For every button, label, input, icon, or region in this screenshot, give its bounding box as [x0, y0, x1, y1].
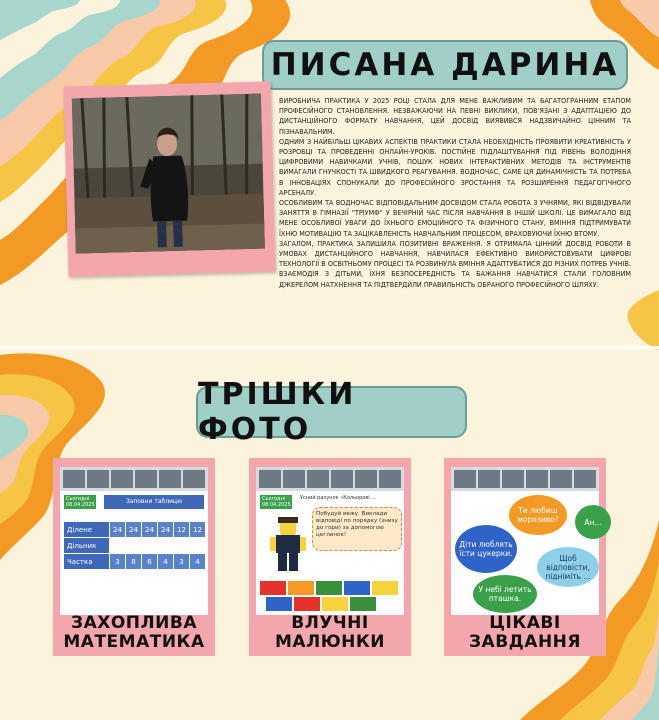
essay-paragraph-2: ОДНИМ З НАЙБІЛЬШ ЦІКАВИХ АСПЕКТІВ ПРАКТИКИ СТАЛА НЕОБХІДНІСТЬ ПРОЯВИТИ КРЕАТИВНІСТЬ У РОЗРОБЦІ ТА ПРОВЕДЕННІ ОНЛАЙН-УРОКІВ. ПОСТІЙНЕ ПІДЛАШТУВАННЯ ПІД РІВЕНЬ ВОЛОДІННЯ ЦИФРОВИМИ НАВИЧКАМИ УЧНІВ, ПОШУК НОВИХ ІНТЕРАКТИВНИХ МЕТОДІВ ТА ІНСТРУМЕНТІВ ВИМАГАЛИ ГНУЧКОСТІ ТА ШВИДКОГО РЕАГУВАННЯ. ВОДНОЧАС, САМЕ ЦЯ ДИНАМІЧНІСТЬ ТА ПОТРЕБА В ІННОВАЦІЯХ СПОНУКАЛИ ДО ПРОФЕСІЙНОГО ЗРОСТАННЯ ТА РОЗШИРЕННЯ ПЕДАГОГІЧНОГО АРСЕНАЛУ. [279, 136, 631, 197]
bubble-question-1: Ти любиш морозиво? [509, 495, 567, 535]
photos-banner [196, 377, 467, 447]
student-name: ПИСАНА ДАРИНА [270, 47, 620, 83]
photo-card-tasks [444, 458, 606, 656]
table-title: Заповни таблицю [104, 495, 204, 509]
section-divider [0, 346, 659, 349]
bubble-question-2: Діти люблять їсти цукерки. [455, 525, 517, 573]
essay-paragraph-4: ЗАГАЛОМ, ПРАКТИКА ЗАЛИШИЛА ПОЗИТИВНІ ВРАЖЕННЯ. Я ОТРИМАЛА ЦІННИЙ ДОСВІД РОБОТИ В УМОВАХ ДИСТАНЦІЙНОГО НАВЧАННЯ, НАВЧИЛАСЯ ЕФЕКТИВНО ВИКОРИСТОВУВАТИ ЦИФРОВІ ТЕХНОЛОГІЇ В ОСВІТНЬОМУ ПРОЦЕСІ ТА РОЗВИНУЛА ВМІННЯ АДАПТУВАТИСЯ ДО РІЗНИХ ПОТРЕБ УЧНІВ. ВЗАЄМОДІЯ З ДІТЬМИ, ЇХНЯ БЕЗПОСЕРЕДНІСТЬ ТА БАЖАННЯ НАВЧАТИСЯ СТАЛИ ГОЛОВНИМ ДЖЕРЕЛОМ НАТХНЕННЯ ТА ПІДТВЕРДИЛИ ПРАВИЛЬНІСТЬ ОБРАНОГО ПРОФЕСІЙНОГО ШЛЯХУ. [279, 238, 631, 289]
date-label: Сьогодні 08.04.2025 [66, 496, 95, 508]
name-banner [262, 40, 628, 90]
caption-tasks: ЦІКАВІ ЗАВДАННЯ [468, 613, 582, 652]
lego-figure-icon [266, 517, 310, 577]
photo-card-drawings [249, 458, 411, 656]
photo-card-math [53, 458, 215, 656]
drawing-lesson-screenshot [256, 467, 404, 615]
video-strip [60, 467, 208, 491]
brick-row [260, 581, 400, 613]
caption-math: ЗАХОПЛИВА МАТЕМАТИКА [63, 613, 205, 652]
video-strip [451, 467, 599, 491]
math-table: Ділене 24 24 24 24 12 12 Дільник Частка 3 8 6 4 3 4 [63, 521, 206, 570]
section-title: ТРІШКИ ФОТО [198, 377, 357, 447]
bubble-question-3: Щоб відповісти, підніміть ... [537, 547, 599, 587]
portrait-frame [64, 81, 276, 276]
bubble-question-4: У небі летить пташка. [473, 575, 537, 613]
lesson-title: Усний рахунок «Кольорові ... [300, 495, 377, 501]
video-strip [256, 467, 404, 491]
math-lesson-screenshot [60, 467, 208, 615]
essay-text [279, 96, 631, 290]
portrait-photo [72, 94, 265, 254]
essay-paragraph-1: ВИРОБНИЧА ПРАКТИКА У 2025 РОЦІ СТАЛА ДЛЯ МЕНЕ ВАЖЛИВИМ ТА БАГАТОГРАННИМ ЕТАПОМ ПРОФЕСІЙНОГО СТАНОВЛЕННЯ. НЕЗВАЖАЮЧИ НА ПЕВНІ ВИКЛИКИ, ПОВ'ЯЗАНІ З АДАПТАЦІЄЮ ДО ДИСТАНЦІЙНОГО ФОРМАТУ НАВЧАННЯ, ЦЕЙ ДОСВІД ВИЯВИВСЯ НАДЗВИЧАЙНО ЦІННИМ ТА ПІЗНАВАЛЬНИМ. [279, 96, 631, 136]
date-label: Сьогодні 08.04.2025 [262, 496, 291, 508]
bubble-question-5: Ан... [575, 505, 611, 539]
task-speech-bubble: Побудуй вежу. Виклади відповіді по порядку (знизу до гори) за допомогою цеглинок! [312, 507, 402, 551]
caption-drawings: ВЛУЧНІ МАЛЮНКИ [275, 613, 385, 652]
essay-paragraph-3: ОСОБЛИВИМ ТА ВОДНОЧАС ВІДПОВІДАЛЬНИМ ДОСВІДОМ СТАЛА РОБОТА З УЧНЯМИ, ЯКІ ВІДВІДУВАЛИ ЗАНЯТТЯ В ГІМНАЗІЇ "ТРІУМФ" У ВЕЧІРНІЙ ЧАС ПІСЛЯ НАВЧАННЯ В ІНШІЙ ШКОЛІ. ЦЕ ВИМАГАЛО ВІД МЕНЕ ОСОБЛИВОЇ УВАГИ ДО ЇХНЬОГО ЕМОЦІЙНОГО ТА ФІЗИЧНОГО СТАНУ, ВМІННЯ ПІДТРИМУВАТИ ЇХНЮ МОТИВАЦІЮ ТА ЗАЦІКАВЛЕНІСТЬ НАВЧАЛЬНИМ ПРОЦЕСОМ, ВРАХОВУЮЧИ ЇХНЮ ВТОМУ. [279, 198, 631, 238]
tasks-lesson-screenshot [451, 467, 602, 615]
